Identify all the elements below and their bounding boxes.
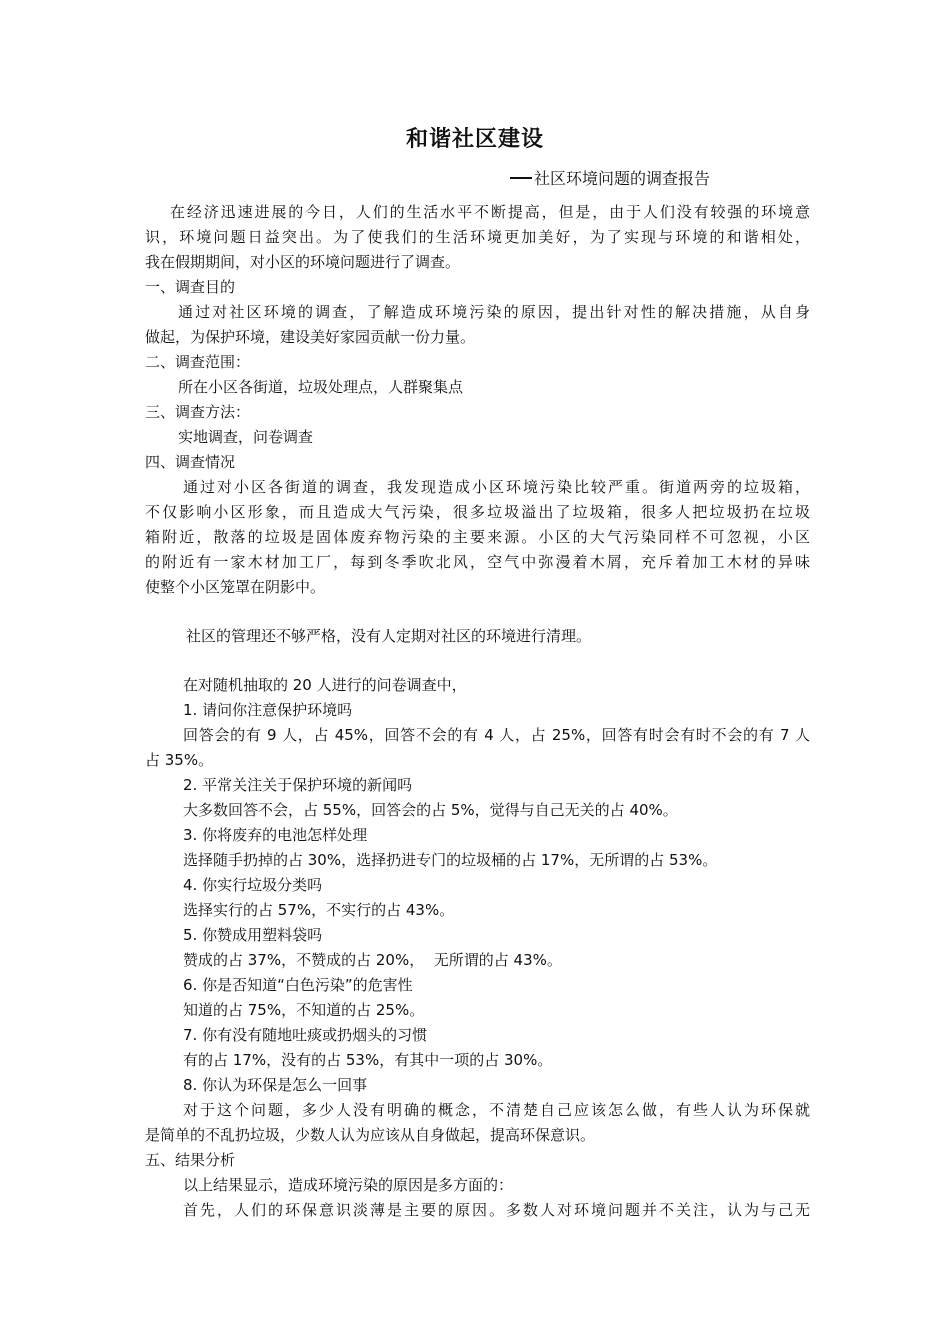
answer: 选择实行的占 57%，不实行的占 43%。 bbox=[183, 901, 455, 919]
section-text: 不仅影响小区形象，而且造成大气污染，很多垃圾溢出了垃圾箱，很多人把垃圾扔在垃圾 bbox=[145, 503, 810, 521]
question: 2. 平常关注关于保护环境的新闻吗 bbox=[183, 776, 413, 794]
spacer bbox=[145, 600, 810, 624]
question: 7. 你有没有随地吐痰或扔烟头的习惯 bbox=[183, 1026, 428, 1044]
answer: 有的占 17%，没有的占 53%，有其中一项的占 30%。 bbox=[183, 1051, 553, 1069]
section-text: 通过对小区各街道的调查，我发现造成小区环境污染比较严重。街道两旁的垃圾箱， bbox=[183, 478, 810, 496]
answer: 大多数回答不会，占 55%，回答会的占 5%，觉得与自己无关的占 40%。 bbox=[183, 801, 678, 819]
answer: 是简单的不乱扔垃圾，少数人认为应该从自身做起，提高环保意识。 bbox=[145, 1126, 596, 1144]
answer: 对于这个问题，多少人没有明确的概念，不清楚自己应该怎么做，有些人认为环保就 bbox=[183, 1101, 810, 1119]
management-text: 社区的管理还不够严格，没有人定期对社区的环境进行清理。 bbox=[186, 627, 592, 645]
section-text: 使整个小区笼罩在阴影中。 bbox=[145, 578, 326, 596]
answer: 知道的占 75%，不知道的占 25%。 bbox=[183, 1001, 425, 1019]
subtitle-text: 社区环境问题的调查报告 bbox=[534, 169, 711, 188]
section-heading: 一、调查目的 bbox=[145, 278, 236, 296]
section-text: 所在小区各街道，垃圾处理点，人群聚集点 bbox=[178, 378, 464, 396]
document-subtitle bbox=[510, 166, 710, 189]
intro-line: 在经济迅速进展的今日，人们的生活水平不断提高，但是，由于人们没有较强的环境意 bbox=[170, 203, 810, 221]
document-title: 和谐社区建设 bbox=[405, 127, 544, 152]
spacer bbox=[145, 649, 810, 673]
question: 5. 你赞成用塑料袋吗 bbox=[183, 926, 323, 944]
section-heading: 三、调查方法： bbox=[145, 403, 251, 421]
section-heading: 二、调查范围： bbox=[145, 353, 251, 371]
answer: 赞成的占 37%，不赞成的占 20%， 无所谓的占 43%。 bbox=[183, 951, 562, 969]
section-text: 做起，为保护环境，建设美好家园贡献一份力量。 bbox=[145, 328, 476, 346]
question: 8. 你认为环保是怎么一回事 bbox=[183, 1076, 368, 1094]
section-text: 以上结果显示，造成环境污染的原因是多方面的： bbox=[183, 1176, 514, 1194]
question: 4. 你实行垃圾分类吗 bbox=[183, 876, 323, 894]
section-heading: 四、调查情况 bbox=[145, 453, 236, 471]
question: 1. 请问你注意保护环境吗 bbox=[183, 701, 353, 719]
section-text: 通过对社区环境的调查，了解造成环境污染的原因，提出针对性的解决措施，从自身 bbox=[178, 303, 810, 321]
question: 3. 你将废弃的电池怎样处理 bbox=[183, 826, 368, 844]
section-text: 实地调查，问卷调查 bbox=[178, 428, 314, 446]
survey-intro: 在对随机抽取的 20 人进行的问卷调查中， bbox=[183, 676, 467, 694]
section-text: 首先，人们的环保意识淡薄是主要的原因。多数人对环境问题并不关注，认为与己无 bbox=[183, 1201, 810, 1219]
intro-line: 识，环境问题日益突出。为了使我们的生活环境更加美好，为了实现与环境的和谐相处， bbox=[145, 228, 810, 246]
answer: 选择随手扔掉的占 30%，选择扔进专门的垃圾桶的占 17%，无所谓的占 53%。 bbox=[183, 851, 718, 869]
document-body bbox=[145, 200, 810, 1223]
section-heading: 五、结果分析 bbox=[145, 1151, 236, 1169]
intro-line: 我在假期期间，对小区的环境问题进行了调查。 bbox=[145, 253, 461, 271]
answer: 占 35%。 bbox=[145, 751, 214, 769]
em-dash bbox=[510, 177, 532, 179]
section-text: 箱附近，散落的垃圾是固体废弃物污染的主要来源。小区的大气污染同样不可忽视，小区 bbox=[145, 528, 810, 546]
answer: 回答会的有 9 人，占 45%，回答不会的有 4 人，占 25%，回答有时会有时不会的有 7 人 bbox=[183, 726, 810, 744]
question: 6. 你是否知道“白色污染”的危害性 bbox=[183, 976, 413, 994]
section-text: 的附近有一家木材加工厂，每到冬季吹北风，空气中弥漫着木屑，充斥着加工木材的异味 bbox=[145, 553, 810, 571]
